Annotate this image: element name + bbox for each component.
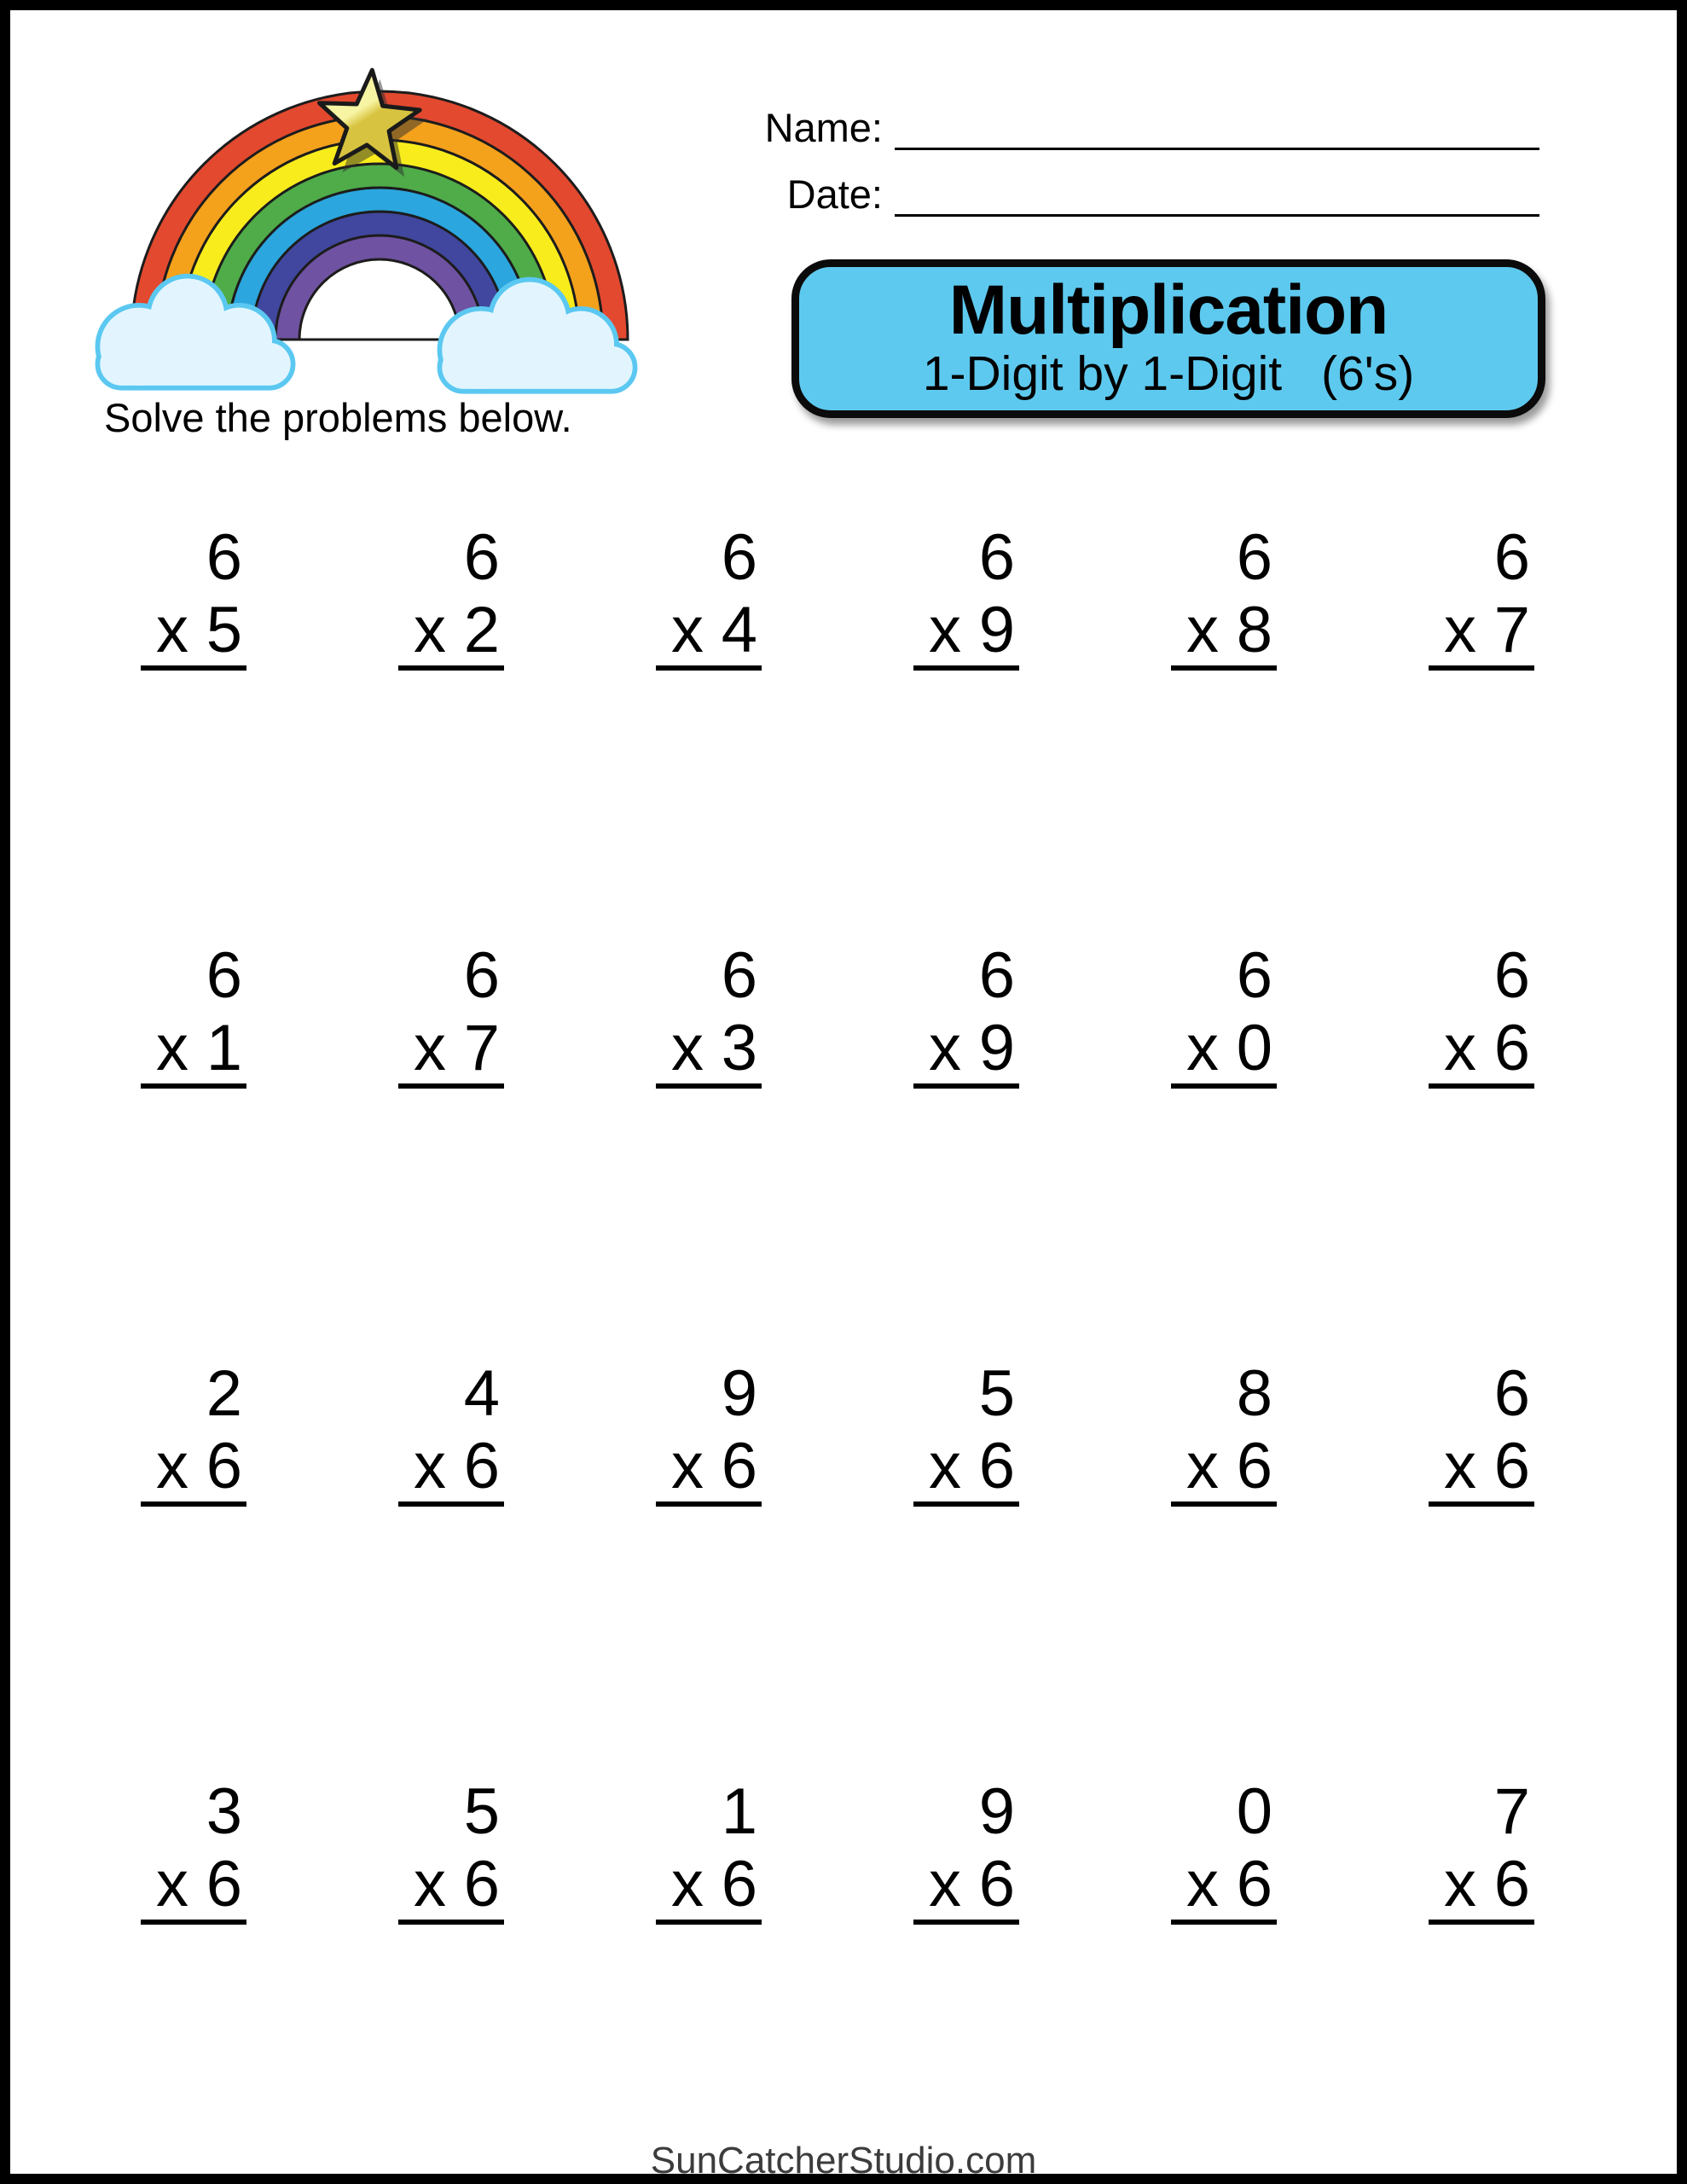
- worksheet-subtitle-suffix: (6's): [1321, 346, 1415, 402]
- multiplier: 6: [463, 1430, 500, 1502]
- multiplier: 7: [463, 1012, 500, 1084]
- problem-cell: [530, 939, 787, 1362]
- problem-cell: [1302, 939, 1560, 1362]
- worksheet-subtitle-text: 1-Digit by 1-Digit: [922, 346, 1283, 402]
- multiplicand: 6: [1236, 939, 1272, 1012]
- multiplicand: 2: [206, 1357, 242, 1430]
- multiplicand: 6: [463, 939, 500, 1012]
- multiply-sign: x: [156, 1012, 188, 1084]
- multiplier: 1: [206, 1012, 242, 1084]
- problem-cell: [272, 1357, 530, 1780]
- multiply-sign: x: [929, 1430, 961, 1502]
- multiply-sign: x: [671, 1848, 704, 1920]
- multiply-sign: x: [1444, 594, 1476, 666]
- multiplicand: 9: [721, 1357, 757, 1430]
- multiplier: 3: [721, 1012, 757, 1084]
- multiply-sign: x: [1186, 1848, 1219, 1920]
- multiply-sign: x: [414, 594, 446, 666]
- multiplicand: 6: [978, 939, 1015, 1012]
- problem-cell: [530, 1357, 787, 1780]
- multiplier: 6: [1236, 1848, 1272, 1920]
- name-label: Name:: [764, 105, 883, 150]
- problem-cell: [530, 1775, 787, 2184]
- multiplier: 6: [721, 1848, 757, 1920]
- date-blank-line[interactable]: [895, 175, 1539, 217]
- multiplicand: 5: [978, 1357, 1015, 1430]
- multiplicand: 3: [206, 1775, 242, 1848]
- footer-credit: SunCatcherStudio.com: [650, 2140, 1037, 2181]
- multiplicand: 6: [721, 521, 757, 594]
- multiply-sign: x: [1444, 1848, 1476, 1920]
- multiplier: 0: [1236, 1012, 1272, 1084]
- multiplier: 6: [463, 1848, 500, 1920]
- problem-cell: [272, 1775, 530, 2184]
- multiply-sign: x: [1186, 1012, 1219, 1084]
- multiplicand: 5: [463, 1775, 500, 1848]
- multiplier: 6: [206, 1430, 242, 1502]
- multiplicand: 9: [978, 1775, 1015, 1848]
- name-field-row: [728, 106, 1539, 150]
- multiplicand: 6: [721, 939, 757, 1012]
- date-field-row: [728, 172, 1539, 217]
- multiplier: 6: [721, 1430, 757, 1502]
- multiplier: 6: [978, 1430, 1015, 1502]
- multiply-sign: x: [671, 594, 704, 666]
- multiplier: 6: [978, 1848, 1015, 1920]
- multiplier: 6: [1493, 1848, 1530, 1920]
- multiplicand: 1: [721, 1775, 757, 1848]
- multiplicand: 6: [1493, 939, 1530, 1012]
- multiplier: 6: [206, 1848, 242, 1920]
- problem-cell: [14, 1357, 272, 1780]
- multiplier: 6: [1236, 1430, 1272, 1502]
- multiplier: 9: [978, 1012, 1015, 1084]
- problem-cell: [787, 521, 1045, 944]
- multiply-sign: x: [414, 1848, 446, 1920]
- problem-cell: [787, 1357, 1045, 1780]
- multiply-sign: x: [414, 1012, 446, 1084]
- multiplicand: 6: [206, 521, 242, 594]
- multiply-sign: x: [414, 1430, 446, 1502]
- problem-cell: [1302, 521, 1560, 944]
- multiplicand: 6: [1493, 1357, 1530, 1430]
- problem-cell: [1045, 1775, 1302, 2184]
- multiplicand: 6: [1236, 521, 1272, 594]
- problem-cell: [272, 521, 530, 944]
- rainbow-illustration: [83, 58, 663, 406]
- multiply-sign: x: [929, 1012, 961, 1084]
- problem-cell: [14, 1775, 272, 2184]
- problem-cell: [14, 939, 272, 1362]
- multiplier: 9: [978, 594, 1015, 666]
- multiplicand: 6: [206, 939, 242, 1012]
- multiplicand: 0: [1236, 1775, 1272, 1848]
- worksheet-subtitle: [923, 346, 1414, 403]
- problem-cell: [787, 1775, 1045, 2184]
- worksheet-title-box: [791, 259, 1545, 418]
- multiply-sign: x: [1186, 594, 1219, 666]
- problem-cell: [1045, 1357, 1302, 1780]
- multiply-sign: x: [156, 1430, 188, 1502]
- problem-cell: [1045, 939, 1302, 1362]
- multiplicand: 6: [978, 521, 1015, 594]
- name-blank-line[interactable]: [895, 108, 1539, 150]
- multiply-sign: x: [156, 1848, 188, 1920]
- problems-grid: [14, 521, 1560, 2184]
- multiply-sign: x: [929, 1848, 961, 1920]
- multiplicand: 6: [1493, 521, 1530, 594]
- multiplier: 4: [721, 594, 757, 666]
- instructions-text: Solve the problems below.: [104, 395, 572, 440]
- multiplicand: 4: [463, 1357, 500, 1430]
- multiplier: 6: [1493, 1012, 1530, 1084]
- problem-cell: [1045, 521, 1302, 944]
- multiplier: 5: [206, 594, 242, 666]
- problem-cell: [530, 521, 787, 944]
- multiply-sign: x: [1186, 1430, 1219, 1502]
- multiplicand: 8: [1236, 1357, 1272, 1430]
- problem-cell: [14, 521, 272, 944]
- date-label: Date:: [786, 171, 883, 217]
- multiply-sign: x: [156, 594, 188, 666]
- multiply-sign: x: [671, 1012, 704, 1084]
- problem-cell: [787, 939, 1045, 1362]
- multiplier: 8: [1236, 594, 1272, 666]
- multiplier: 7: [1493, 594, 1530, 666]
- worksheet-title: Multiplication: [948, 271, 1388, 350]
- problem-cell: [1302, 1775, 1560, 2184]
- multiplicand: 6: [463, 521, 500, 594]
- multiplier: 6: [1493, 1430, 1530, 1502]
- multiply-sign: x: [671, 1430, 704, 1502]
- multiplier: 2: [463, 594, 500, 666]
- multiply-sign: x: [1444, 1430, 1476, 1502]
- problem-cell: [1302, 1357, 1560, 1780]
- multiplicand: 7: [1493, 1775, 1530, 1848]
- multiply-sign: x: [1444, 1012, 1476, 1084]
- problem-cell: [272, 939, 530, 1362]
- multiply-sign: x: [929, 594, 961, 666]
